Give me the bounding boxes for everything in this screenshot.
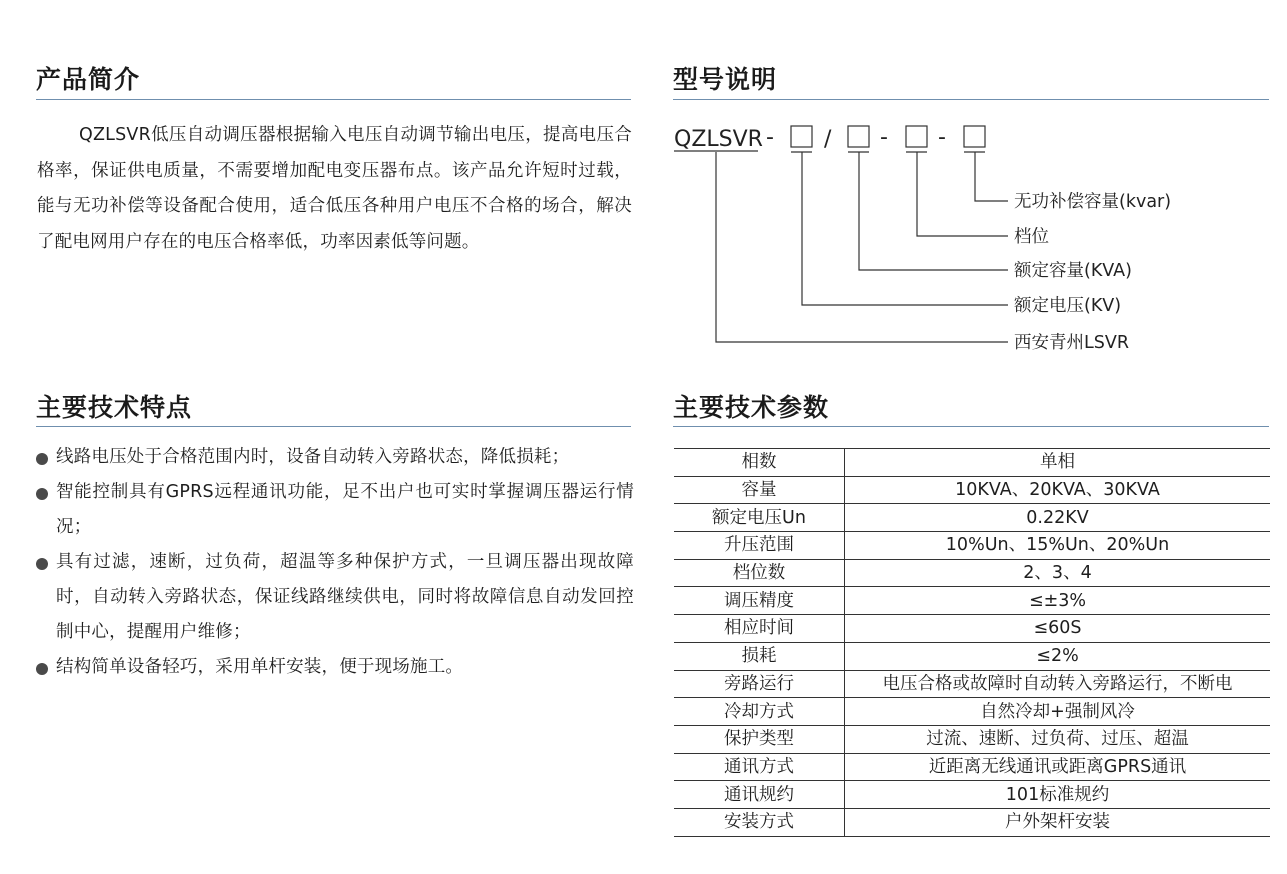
features-title: 主要技术特点 xyxy=(36,393,193,422)
model-legend-compensation: 无功补偿容量(kvar) xyxy=(1014,192,1172,212)
model-code-diagram xyxy=(672,118,1232,358)
model-legend-voltage: 额定电压(KV) xyxy=(1014,296,1122,316)
model-separator-1: - xyxy=(766,125,774,150)
model-box-capacity xyxy=(848,126,869,147)
table-row: 保护类型 过流、速断、过负荷、过压、超温 xyxy=(674,725,1270,753)
model-code: QZLSVR xyxy=(674,127,763,152)
list-item: 智能控制具有GPRS远程通讯功能，足不出户也可实时掌握调压器运行情况； xyxy=(36,475,634,545)
list-item: 结构简单设备轻巧，采用单杆安装，便于现场施工。 xyxy=(36,650,634,685)
table-row: 额定电压Un 0.22KV xyxy=(674,504,1270,532)
model-box-voltage xyxy=(791,126,812,147)
table-row: 容量 10KVA、20KVA、30KVA xyxy=(674,476,1270,504)
list-item: 具有过滤，速断，过负荷，超温等多种保护方式，一旦调压器出现故障时，自动转入旁路状态，保证线路继续供电，同时将故障信息自动发回控制中心，提醒用户维修； xyxy=(36,545,634,650)
bullet-icon xyxy=(36,558,48,570)
model-separator-2: / xyxy=(824,127,832,152)
params-title: 主要技术参数 xyxy=(673,393,830,422)
table-row: 调压精度 ≤±3% xyxy=(674,587,1270,615)
bullet-icon xyxy=(36,488,48,500)
table-row: 相应时间 ≤60S xyxy=(674,615,1270,643)
table-row: 相数 单相 xyxy=(674,449,1270,477)
intro-title: 产品简介 xyxy=(36,65,141,94)
params-divider xyxy=(673,426,1269,427)
model-box-compensation xyxy=(964,126,985,147)
model-legend-maker: 西安青州LSVR xyxy=(1014,333,1129,353)
table-row: 旁路运行 电压合格或故障时自动转入旁路运行，不断电 xyxy=(674,670,1270,698)
table-row: 冷却方式 自然冷却+强制风冷 xyxy=(674,698,1270,726)
model-divider xyxy=(673,99,1269,100)
table-row: 档位数 2、3、4 xyxy=(674,559,1270,587)
table-row: 通讯方式 近距离无线通讯或距离GPRS通讯 xyxy=(674,753,1270,781)
table-row: 升压范围 10%Un、15%Un、20%Un xyxy=(674,532,1270,560)
model-legend-gear: 档位 xyxy=(1014,227,1049,247)
model-separator-4: - xyxy=(938,125,946,150)
model-separator-3: - xyxy=(880,125,888,150)
table-row: 安装方式 户外架杆安装 xyxy=(674,808,1270,836)
features-list xyxy=(36,440,634,685)
intro-body: QZLSVR低压自动调压器根据输入电压自动调节输出电压，提高电压合格率，保证供电质量，不需要增加配电变压器布点。该产品允许短时过载，能与无功补偿等设备配合使用，适合低压各种用户电压不合格的场合，解决了配电网用户存在的电压合格率低，功率因素低等问题。 xyxy=(37,125,632,252)
model-title: 型号说明 xyxy=(673,65,778,94)
table-row: 通讯规约 101标准规约 xyxy=(674,781,1270,809)
bullet-icon xyxy=(36,453,48,465)
table-row: 损耗 ≤2% xyxy=(674,642,1270,670)
model-box-gear xyxy=(906,126,927,147)
features-divider xyxy=(36,426,631,427)
model-legend-capacity: 额定容量(KVA) xyxy=(1014,261,1132,281)
bullet-icon xyxy=(36,663,48,675)
list-item: 线路电压处于合格范围内时，设备自动转入旁路状态，降低损耗； xyxy=(36,440,634,475)
intro-divider xyxy=(36,99,631,100)
params-table xyxy=(674,448,1270,837)
